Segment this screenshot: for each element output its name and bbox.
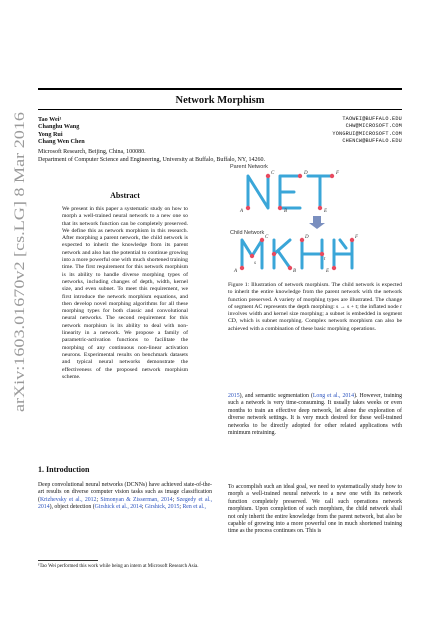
node-label-d: D [304, 171, 308, 176]
intro-text: ). However, training such a network is very time-consuming. It usually takes weeks or even months to train an effective deep network, let alone the exploration of diverse network settings. It is very much desired for these well-trained networks to be directly adopted for other related applications with minimum retraining. [228, 393, 402, 437]
parent-letter-t [308, 176, 332, 208]
parent-network-graph [248, 176, 332, 208]
node-b [278, 206, 282, 210]
introduction-paragraph [38, 482, 212, 512]
intro-text: ), and semantic segmentation ( [239, 393, 313, 399]
arxiv-watermark [0, 62, 38, 422]
paper-title: Network Morphism [175, 95, 265, 106]
node-label-c: C [271, 171, 275, 176]
node-label-a: A [240, 209, 244, 214]
node-f [330, 174, 334, 178]
abstract-body: We present in this paper a systematic study on how to morph a well-trained neural network to a new one so that its network function can be completely preserved. We define this as network morphism in this research. After morphing a parent network, the child network is expected to inherit the knowledge from its parent network and also has the potential to continue growing into a more powerful one with much shortened training time. The first requirement for this network morphism is its ability to handle diverse morphing types of networks, including changes of depth, width, kernel size, and even subnet. To meet this requirement, we first introduce the network morphism equations, and then develop novel morphing algorithms for all these morphing types for both classic and convolutional neural networks. The second requirement for this network morphism is its ability to deal with non-linearity in a network. We propose a family of parametric-activation functions to facilitate the morphing of any continuous non-linear activation neurons. Experimental results on benchmark datasets and typical neural networks demonstrate the effectiveness of the proposed network morphism scheme. [62, 206, 188, 380]
node-label-e: E [324, 209, 328, 214]
author-email: CHW@MICROSOFT.COM [345, 123, 402, 130]
node-e [318, 206, 322, 210]
parent-network-label: Parent Network [230, 164, 268, 170]
author-email: TAOWEI@BUFFALO.EDU [342, 116, 402, 122]
footnote-rule [38, 560, 98, 561]
author-name: Changhu Wang [38, 123, 80, 131]
node-label-b: B [284, 209, 288, 214]
node-label-e: E [326, 269, 330, 274]
child-network-graph [242, 240, 352, 268]
section-heading-introduction: 1. Introduction [38, 465, 90, 474]
citation-link[interactable]: Szegedy et al., 2014 [38, 496, 213, 511]
citation-link[interactable]: Long et al., 2014 [312, 393, 355, 399]
node-label-a: A [234, 269, 238, 274]
title-bottom-rule [38, 109, 402, 110]
figure-1-graphic [228, 160, 402, 274]
citation-link[interactable]: Ren et al., [182, 504, 206, 511]
citation-link[interactable]: Krizhevsky et al., 2012 [39, 496, 97, 503]
child-letter-k [274, 240, 290, 268]
intro-paragraph-2: To accomplish such an ideal goal, we need to systematically study how to morph a well-trained neural network to a new one with its network function completely preserved. We call such operations network morphism. Upon completion of such morphism, the child network shall not only inherit the entire knowledge from the parent network, but also be capable of growing into a more powerful one in much shortened training time as the process continues on. This is [228, 484, 402, 535]
node-label-s: s [254, 261, 256, 266]
affiliation-line: Department of Computer Science and Engineering, University at Buffalo, Buffalo, NY, 14260. [38, 156, 265, 163]
author-name: Tao Wei¹ [38, 116, 62, 123]
abstract-heading: Abstract [110, 191, 140, 200]
node-label-b: B [293, 269, 297, 274]
node-a [246, 206, 250, 210]
arxiv-watermark-text: arXiv:1603.01670v2 [cs.LG] 8 Mar 2016 [12, 163, 28, 412]
node-c [266, 174, 270, 178]
intro-sep: ; [179, 504, 183, 511]
author-list [38, 116, 218, 146]
author-name: Chang Wen Chen [38, 138, 85, 146]
child-letter-h2 [334, 240, 352, 268]
author-name: Yong Rui [38, 130, 63, 138]
figure-1 [228, 160, 402, 274]
child-network-label: Child Network [230, 230, 265, 236]
email-list [252, 116, 402, 146]
affiliation-line: Microsoft Research, Beijing, China, 100080. [38, 149, 146, 155]
intro-sep: ; [96, 496, 101, 503]
node-label-c: C [265, 235, 269, 240]
figure-1-caption [228, 282, 402, 333]
morph-arrow-icon [309, 216, 325, 229]
child-letter-h [302, 240, 322, 268]
intro-sep: ; [172, 496, 177, 503]
intro-sep: ; [141, 504, 145, 511]
author-email: CHENCW@BUFFALO.EDU [342, 138, 402, 145]
caption-label: Figure 1: [228, 282, 250, 288]
title-top-rule [38, 88, 402, 90]
parent-letter-e [280, 176, 300, 208]
author-email: YONGRUI@MICROSOFT.COM [332, 130, 402, 137]
citation-link[interactable]: 2015 [228, 393, 240, 399]
citation-link[interactable]: Simonyan & Zisserman, 2014 [100, 496, 173, 503]
citation-link[interactable]: Girshick et al., 2014 [94, 504, 142, 511]
node-d [298, 174, 302, 178]
parent-letter-n [248, 176, 268, 208]
intro-text: ), object detection ( [49, 504, 95, 511]
citation-link[interactable]: Girshick, 2015 [144, 504, 180, 511]
node-label-f: F [336, 171, 340, 176]
node-label-t: t [324, 257, 326, 262]
footnote: ¹Tao Wei performed this work while being an intern at Microsoft Research Asia. [38, 564, 199, 569]
caption-text: Illustration of network morphism. The child network is expected to inherit the entire knowledge from the parent network with the network function preserved. A variety of morphing types are illustrated. The change of segment AC represents the depth morphing: s → s + t; the inflated node r involves width and kernel size morphing; a subnet is embedded in segment CD, which is subnet morphing. Complex network morphism can also be achieved with a combination of these basic morphing operations. [228, 282, 402, 332]
node-label-d: D [305, 235, 309, 240]
intro-text: Deep convolutional neural networks (DCNNs) have achieved state-of-the-art results on diverse computer vision tasks such as image classification ( [38, 482, 212, 503]
intro-continuation [228, 393, 402, 437]
node-label-f: F [355, 235, 359, 240]
